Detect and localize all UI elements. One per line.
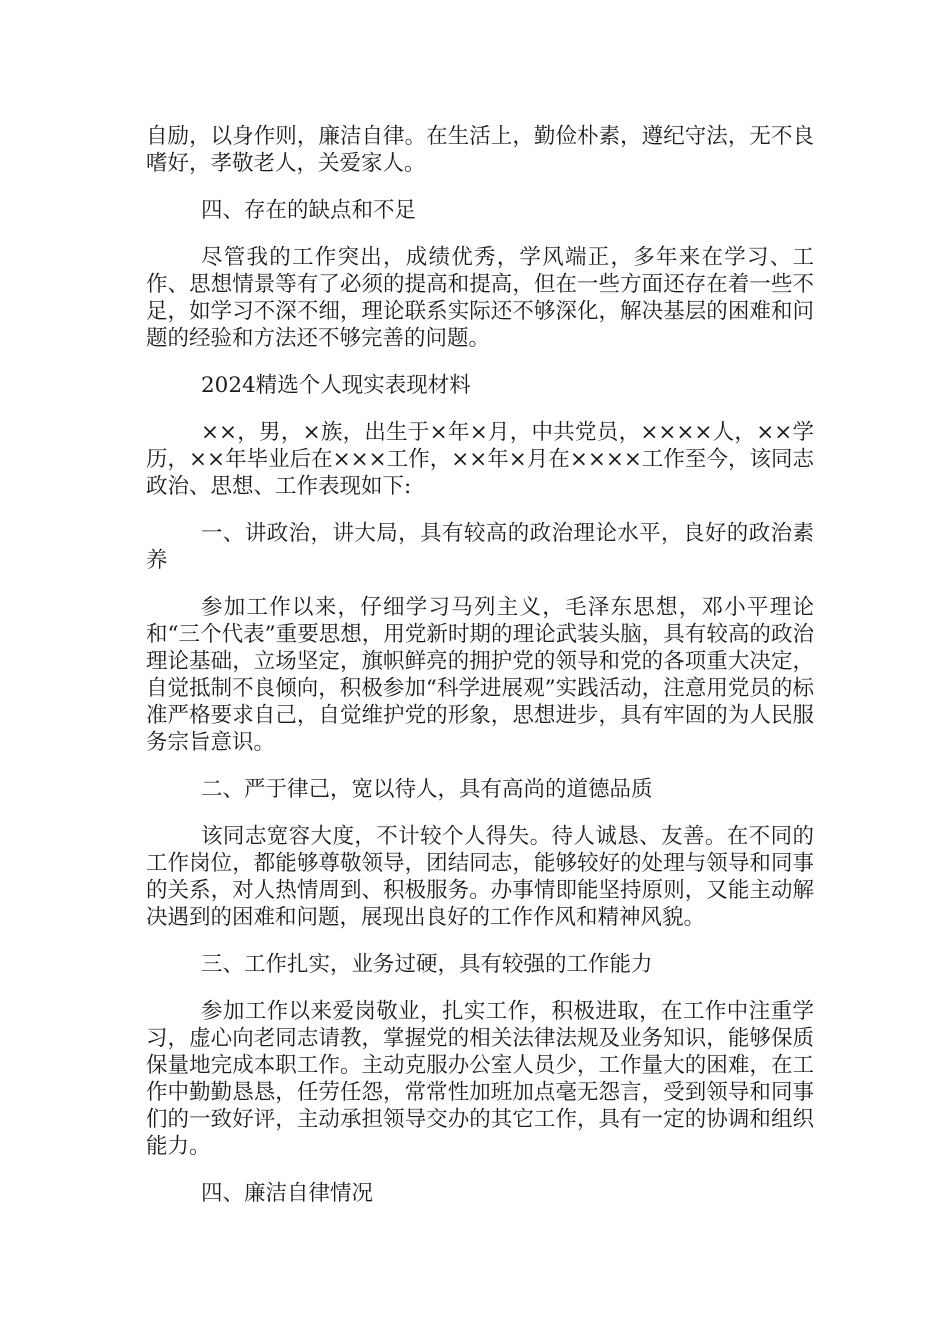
document-title: 2024精选个人现实表现材料 [201, 373, 471, 398]
section-heading-politics: 一、讲政治，讲大局，具有较高的政治理论水平，良好的政治素养 [146, 521, 814, 573]
document-body [146, 123, 814, 1207]
paragraph-ability: 参加工作以来爱岗敬业，扎实工作，积极进取，在工作中注重学习，虚心向老同志请教，掌握党的相关法律法规及业务知识，能够保质保量地完成本职工作。主动克服办公室人员少，工作量大的困难，在工作中勤勤恳恳，任劳任怨，常常性加班加点毫无怨言，受到领导和同事们的一致好评，主动承担领导交办的其它工作，具有一定的协调和组织能力。 [146, 999, 814, 1159]
paragraph-morality: 该同志宽容大度，不计较个人得失。待人诚恳、友善。在不同的工作岗位，都能够尊敬领导，团结同志，能够较好的处理与领导和同事的关系，对人热情周到、积极服务。办事情即能坚持原则，又能主动解决遇到的困难和问题，展现出良好的工作作风和精神风貌。 [146, 824, 814, 930]
section-heading-integrity: 四、廉洁自律情况 [201, 1181, 374, 1206]
paragraph-shortcomings: 尽管我的工作突出，成绩优秀，学风端正，多年来在学习、工作、思想情景等有了必须的提高和提高，但在一些方面还存在着一些不足，如学习不深不细，理论联系实际还不够深化，解决基层的困难和问题的经验和方法还不够完善的问题。 [146, 245, 814, 351]
section-heading-ability: 三、工作扎实，业务过硬，具有较强的工作能力 [201, 952, 653, 977]
section-heading-morality: 二、严于律己，宽以待人，具有高尚的道德品质 [201, 777, 653, 802]
section-heading-shortcomings: 四、存在的缺点和不足 [201, 198, 417, 223]
paragraph-intro: ××，男，×族，出生于×年×月，中共党员，××××人，××学历，××年毕业后在×××工作，××年×月在××××工作至今，该同志政治、思想、工作表现如下: [146, 420, 814, 499]
paragraph-politics: 参加工作以来，仔细学习马列主义，毛泽东思想，邓小平理论和“三个代表”重要思想，用党新时期的理论武装头脑，具有较高的政治理论基础，立场坚定，旗帜鲜亮的拥护党的领导和党的各项重大决定，自觉抵制不良倾向，积极参加“科学进展观”实践活动，注意用党员的标准严格要求自己，自觉维护党的形象，思想进步，具有牢固的为人民服务宗旨意识。 [146, 595, 814, 755]
paragraph-continuation: 自励，以身作则，廉洁自律。在生活上，勤俭朴素，遵纪守法，无不良嗜好，孝敬老人，关爱家人。 [146, 124, 814, 176]
